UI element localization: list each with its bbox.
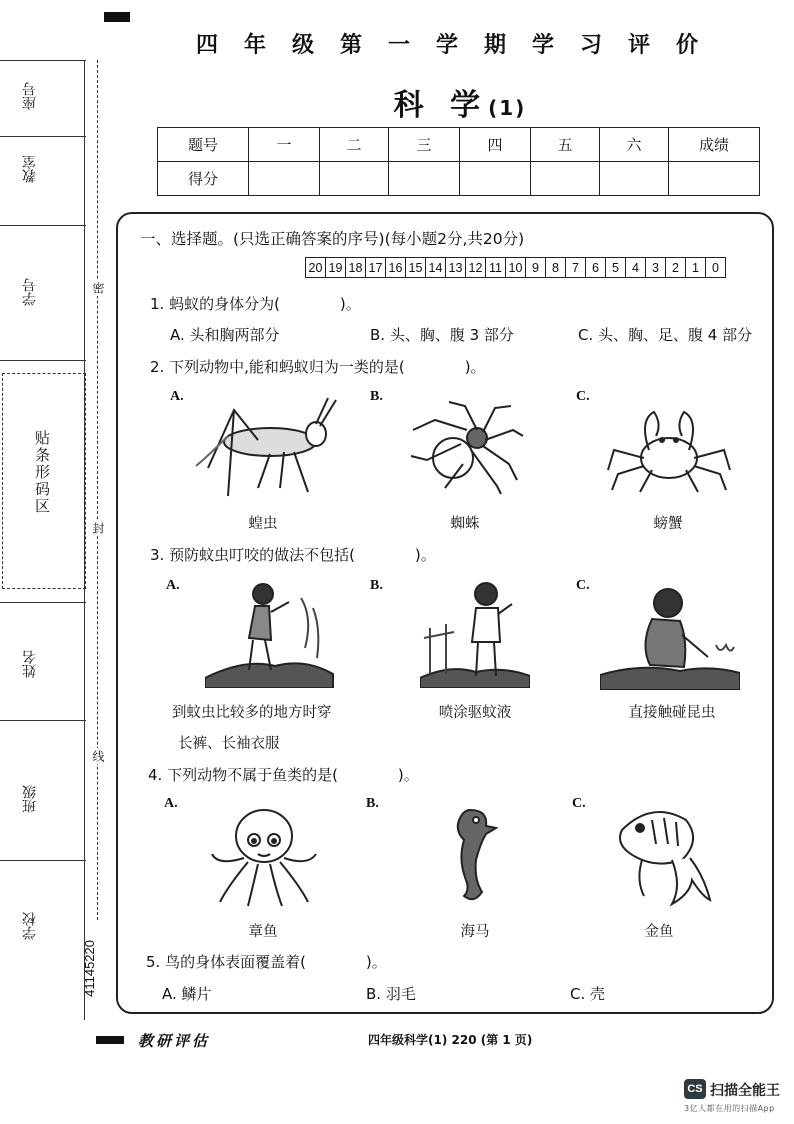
q4-option-c[interactable]: C. bbox=[572, 796, 586, 811]
score-number-strip bbox=[305, 257, 726, 278]
score-number[interactable]: 17 bbox=[366, 258, 386, 278]
seal-mi: 密 bbox=[91, 282, 105, 294]
side-rule bbox=[0, 720, 86, 721]
score-number[interactable]: 13 bbox=[446, 258, 466, 278]
score-header-cell: 题号 bbox=[158, 128, 249, 162]
q3-option-b[interactable]: B. bbox=[370, 578, 383, 593]
score-number[interactable]: 4 bbox=[626, 258, 646, 278]
camscanner-tagline: 3亿人都在用的扫描App bbox=[684, 1104, 775, 1113]
q3-caption-a-line1: 到蚊虫比较多的地方时穿 bbox=[172, 705, 332, 721]
score-number[interactable]: 9 bbox=[526, 258, 546, 278]
score-table bbox=[157, 127, 760, 196]
barcode-label: 贴条形码区 bbox=[33, 430, 51, 515]
score-number[interactable]: 16 bbox=[386, 258, 406, 278]
subject-volume: (1) bbox=[488, 96, 527, 120]
score-header-cell: 一 bbox=[249, 128, 320, 162]
child-outdoors-illustration bbox=[205, 578, 335, 688]
side-rule bbox=[0, 225, 86, 226]
footer-mark bbox=[96, 1036, 124, 1044]
score-number[interactable]: 15 bbox=[406, 258, 426, 278]
camscanner-logo-icon: CS bbox=[684, 1079, 706, 1099]
q4-caption-b: 海马 bbox=[460, 924, 490, 940]
q4-option-b[interactable]: B. bbox=[366, 796, 379, 811]
q1-option-b[interactable]: B. 头、胸、腹 3 部分 bbox=[370, 326, 514, 344]
seal-feng: 封 bbox=[91, 522, 105, 534]
score-number[interactable]: 14 bbox=[426, 258, 446, 278]
score-number[interactable]: 18 bbox=[346, 258, 366, 278]
school-label: 学校 bbox=[22, 912, 38, 940]
footer-page-info: 四年级科学(1) 220 (第 1 页) bbox=[368, 1033, 533, 1047]
q1-option-c[interactable]: C. 头、胸、足、腹 4 部分 bbox=[578, 326, 753, 344]
q5-option-b[interactable]: B. 羽毛 bbox=[366, 985, 416, 1003]
exam-title: 四年级第一学期学习评价 bbox=[195, 33, 724, 58]
score-header-cell: 二 bbox=[320, 128, 389, 162]
side-rule bbox=[0, 860, 86, 861]
seat-label: 座号 bbox=[22, 82, 38, 110]
q2-option-c[interactable]: C. bbox=[576, 389, 590, 404]
octopus-illustration bbox=[208, 806, 318, 910]
score-number[interactable]: 1 bbox=[686, 258, 706, 278]
q5-stem: 5. 鸟的身体表面覆盖着( )。 bbox=[146, 953, 387, 971]
seal-dashed-line bbox=[97, 60, 99, 920]
q4-caption-c: 金鱼 bbox=[644, 924, 674, 940]
section-1-title: 一、选择题。(只选正确答案的序号)(每小题2分,共20分) bbox=[140, 230, 525, 248]
q2-caption-a: 蝗虫 bbox=[248, 516, 278, 532]
score-table-header-row bbox=[158, 128, 760, 162]
seahorse-illustration bbox=[440, 800, 500, 910]
q4-stem: 4. 下列动物不属于鱼类的是( )。 bbox=[148, 766, 419, 784]
score-number[interactable]: 19 bbox=[326, 258, 346, 278]
crab-illustration bbox=[604, 400, 734, 495]
side-rule bbox=[0, 360, 86, 361]
name-label: 姓名 bbox=[22, 650, 38, 678]
side-rule bbox=[0, 136, 86, 137]
goldfish-illustration bbox=[612, 800, 712, 910]
side-rule bbox=[0, 60, 86, 61]
score-number[interactable]: 20 bbox=[306, 258, 326, 278]
score-cell[interactable] bbox=[320, 162, 389, 196]
score-cell[interactable] bbox=[389, 162, 460, 196]
score-number[interactable]: 10 bbox=[506, 258, 526, 278]
score-header-cell: 六 bbox=[600, 128, 669, 162]
q5-option-a[interactable]: A. 鳞片 bbox=[162, 985, 212, 1003]
spider-illustration bbox=[405, 400, 525, 495]
subject-title bbox=[150, 80, 770, 124]
score-number[interactable]: 5 bbox=[606, 258, 626, 278]
q5-option-c[interactable]: C. 壳 bbox=[570, 985, 606, 1003]
q2-option-b[interactable]: B. bbox=[370, 389, 383, 404]
score-number[interactable]: 2 bbox=[666, 258, 686, 278]
side-rule bbox=[0, 602, 86, 603]
q2-stem: 2. 下列动物中,能和蚂蚁归为一类的是( )。 bbox=[150, 358, 486, 376]
q2-caption-c: 螃蟹 bbox=[653, 516, 683, 532]
score-number[interactable]: 6 bbox=[586, 258, 606, 278]
q3-option-a[interactable]: A. bbox=[166, 578, 180, 593]
score-header-cell: 三 bbox=[389, 128, 460, 162]
score-header-cell: 五 bbox=[531, 128, 600, 162]
q1-stem: 1. 蚂蚁的身体分为( )。 bbox=[150, 295, 361, 313]
camscanner-name: 扫描全能王 bbox=[710, 1083, 780, 1099]
score-header-cell: 四 bbox=[460, 128, 531, 162]
score-number[interactable]: 12 bbox=[466, 258, 486, 278]
score-cell[interactable] bbox=[600, 162, 669, 196]
exam-code: 41145220 bbox=[82, 940, 97, 997]
q4-option-a[interactable]: A. bbox=[164, 796, 178, 811]
subject-name: 科 学 bbox=[393, 88, 489, 123]
grasshopper-illustration bbox=[188, 396, 338, 501]
score-cell[interactable] bbox=[460, 162, 531, 196]
q1-option-a[interactable]: A. 头和胸两部分 bbox=[170, 326, 280, 344]
q3-caption-b: 喷涂驱蚊液 bbox=[438, 705, 512, 721]
q3-option-c[interactable]: C. bbox=[576, 578, 590, 593]
q2-caption-b: 蜘蛛 bbox=[450, 516, 480, 532]
q2-option-a[interactable]: A. bbox=[170, 389, 184, 404]
score-number[interactable]: 7 bbox=[566, 258, 586, 278]
class-label: 班级 bbox=[22, 785, 38, 813]
footer-publisher: 教研评估 bbox=[138, 1032, 211, 1050]
score-number[interactable]: 3 bbox=[646, 258, 666, 278]
q3-caption-c: 直接触碰昆虫 bbox=[628, 705, 716, 721]
q3-stem: 3. 预防蚊虫叮咬的做法不包括( )。 bbox=[150, 546, 436, 564]
student-no-label: 学号 bbox=[22, 278, 38, 306]
score-table-score-row bbox=[158, 162, 760, 196]
seal-xian: 线 bbox=[91, 750, 105, 762]
binding-line bbox=[84, 60, 85, 1020]
score-cell[interactable] bbox=[669, 162, 760, 196]
score-number[interactable]: 0 bbox=[706, 258, 726, 278]
q4-caption-a: 章鱼 bbox=[248, 924, 278, 940]
q3-caption-a-line2: 长裤、长袖衣服 bbox=[178, 736, 280, 752]
score-cell[interactable] bbox=[531, 162, 600, 196]
score-header-cell: 成绩 bbox=[669, 128, 760, 162]
score-row-label: 得分 bbox=[158, 162, 249, 196]
score-cell[interactable] bbox=[249, 162, 320, 196]
room-label: 教室 bbox=[22, 155, 38, 183]
corner-mark bbox=[104, 12, 130, 22]
child-touching-insect-illustration bbox=[600, 585, 740, 690]
child-spray-illustration bbox=[420, 578, 530, 688]
score-number[interactable]: 8 bbox=[546, 258, 566, 278]
score-number[interactable]: 11 bbox=[486, 258, 506, 278]
